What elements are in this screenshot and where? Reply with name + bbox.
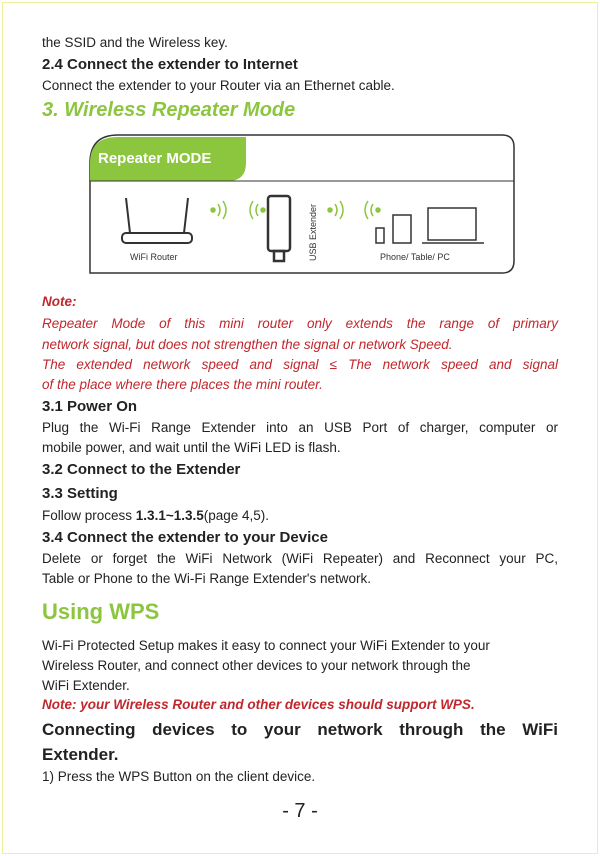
router-icon bbox=[122, 198, 192, 243]
repeater-diagram bbox=[88, 133, 516, 275]
text-line: Wireless Router, and connect other devices to your network through the bbox=[42, 658, 471, 673]
text-line bbox=[42, 506, 558, 526]
note-title: Note: bbox=[42, 294, 77, 309]
text-line: the SSID and the Wireless key. bbox=[42, 35, 228, 50]
note-line: network signal, but does not strengthen the signal or network Speed. bbox=[42, 337, 453, 352]
heading-3: 3. Wireless Repeater Mode bbox=[42, 99, 296, 121]
devices-label: Phone/ Table/ PC bbox=[380, 252, 450, 262]
wps-note: Note: your Wireless Router and other devices should support WPS. bbox=[42, 697, 475, 712]
text-line: Plug the Wi-Fi Range Extender into an USB Port of charger, computer or bbox=[42, 420, 558, 435]
note-line: of the place where there places the mini router. bbox=[42, 377, 323, 392]
heading-connecting: Extender. bbox=[42, 745, 119, 764]
heading-3-1: 3.1 Power On bbox=[42, 398, 138, 415]
note-line: Repeater Mode of this mini router only extends the range of primary bbox=[42, 316, 558, 331]
text: (page 4,5). bbox=[203, 508, 270, 523]
note-line: The extended network speed and signal ≤ The network speed and signal bbox=[42, 357, 558, 372]
step-line: 1) Press the WPS Button on the client device. bbox=[42, 769, 316, 784]
extender-label: USB Extender bbox=[308, 203, 318, 261]
text: Follow process bbox=[42, 508, 136, 523]
heading-2-4: 2.4 Connect the extender to Internet bbox=[42, 56, 298, 73]
heading-using-wps: Using WPS bbox=[42, 599, 160, 624]
devices-icon bbox=[376, 208, 484, 243]
text-line: WiFi Extender. bbox=[42, 678, 130, 693]
text-line: mobile power, and wait until the WiFi LED is flash. bbox=[42, 440, 341, 455]
heading-3-4: 3.4 Connect the extender to your Device bbox=[42, 529, 328, 546]
text-line: Delete or forget the WiFi Network (WiFi Repeater) and Reconnect your PC, bbox=[42, 551, 558, 566]
page-number: - 7 - bbox=[282, 800, 318, 822]
heading-connecting: Connecting devices to your network through the WiFi bbox=[42, 720, 558, 739]
heading-3-3: 3.3 Setting bbox=[42, 485, 118, 502]
usb-extender-icon bbox=[268, 196, 290, 261]
process-ref: 1.3.1~1.3.5 bbox=[135, 508, 204, 523]
diagram-tab-label: Repeater MODE bbox=[98, 150, 212, 167]
text-line: Connect the extender to your Router via an Ethernet cable. bbox=[42, 78, 395, 93]
text-line: Table or Phone to the Wi-Fi Range Extender's network. bbox=[42, 571, 371, 586]
wifi-signal-icon bbox=[211, 201, 380, 219]
router-label: WiFi Router bbox=[130, 252, 178, 262]
heading-3-2: 3.2 Connect to the Extender bbox=[42, 461, 241, 478]
text-line: Wi-Fi Protected Setup makes it easy to connect your WiFi Extender to your bbox=[42, 638, 490, 653]
